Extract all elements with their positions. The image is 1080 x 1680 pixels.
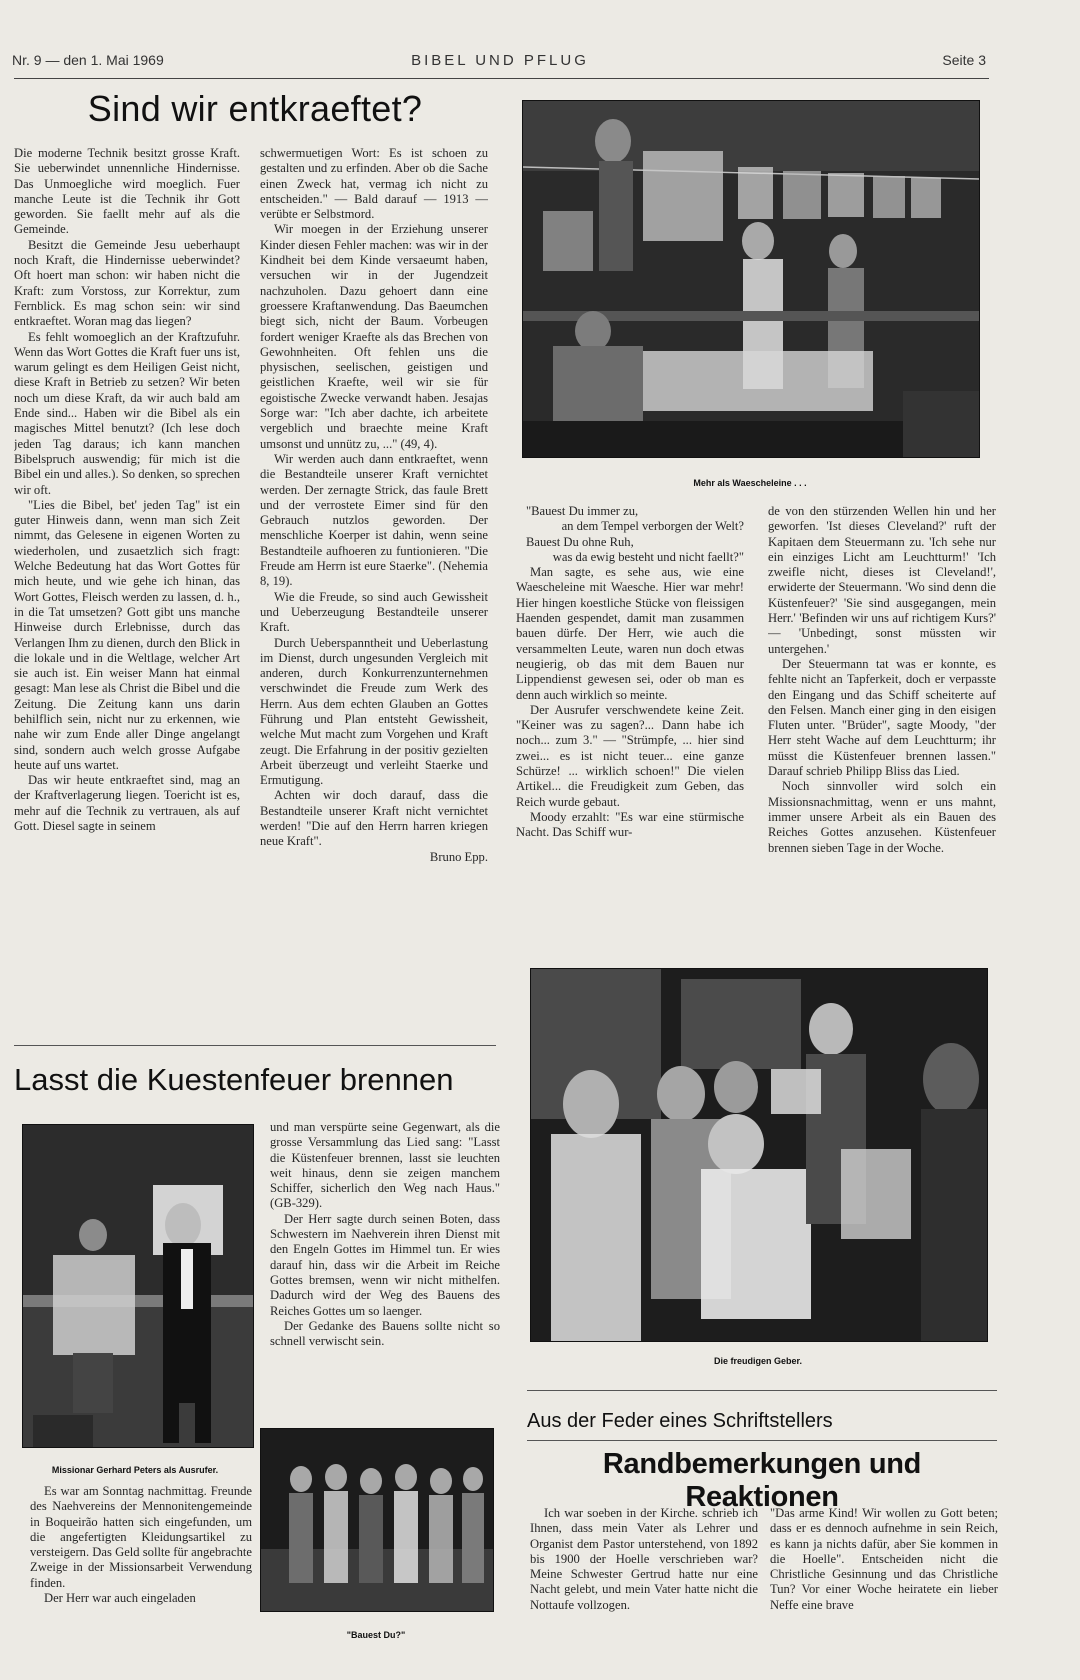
paragraph: Besitzt die Gemeinde Jesu ueberhaupt noch Kraft, die Hindernisse ueberwindet? Oft hoert man schon: wir haben nicht die Kraft: zum Vorstoss, zur Korrektur, zum Fernblick. Es mag schon sein: wir sind entkraeftet. Woran mag das liegen? bbox=[14, 237, 240, 329]
article2-column-2 bbox=[270, 1120, 500, 1416]
photo-missionary-image bbox=[23, 1125, 253, 1447]
paragraph: Wir moegen in der Erziehung unserer Kinder diesen Fehler machen: was wir in der Kindheit bei dem Kinde versaeumt haben, versuchen wir in der Jugendzeit nachzuholen. Dazu gehoert dann eine groessere Kraftanwendung. Das Baeumchen biegt sich, nicht der Baum. Vorbeugen fordert weniger Kraefte als das Brechen von Gewohnheiten. Oft fehlen uns die physischen, seelischen, geistigen und geistlichen Kraefte, weil wir sie für egoistische Zwecke verwandt haben. Jesajas Sorge war: "Ich aber dachte, ich arbeitete vergeblich und braechte meine Kraft umsonst und unnütz zu, ..." (49, 4). bbox=[260, 222, 488, 451]
photo-bauest-du bbox=[260, 1428, 494, 1612]
article2-column-1 bbox=[30, 1484, 252, 1664]
section-divider bbox=[14, 1045, 496, 1046]
photo-clothesline-image bbox=[523, 101, 979, 457]
article-title-entkraeftet: Sind wir entkraeftet? bbox=[87, 88, 423, 129]
article3-column-2 bbox=[770, 1506, 998, 1672]
paragraph: schwermuetigen Wort: Es ist schoen zu gestalten und zu erfinden. Aber ob die Sache einen Zweck hat, vermag ich nicht zu entscheiden." — Bald darauf — 1913 — verübte er Selbstmord. bbox=[260, 146, 488, 222]
photo-caption: Missionar Gerhard Peters als Ausrufer. bbox=[51, 1465, 219, 1475]
paragraph: Es war am Sonntag nachmittag. Freunde des Naehvereins der Mennonitengemeinde in Boqueirão hatten sich eingefunden, um die angefertigten Kleidungsartikel zu versteigern. Das Geld sollte für angebrachte Zweige in der Missionsarbeit Verwendung finden. bbox=[30, 1484, 252, 1590]
article-title-kuestenfeuer: Lasst die Kuestenfeuer brennen bbox=[14, 1062, 454, 1097]
paragraph: Achten wir doch darauf, dass die Bestandteile unserer Kraft nicht vernichtet werden! "Die auf den Herrn harren kriegen neue Kraft". bbox=[260, 788, 488, 849]
poem-line: was da ewig besteht und nicht faellt?" bbox=[552, 549, 744, 564]
paragraph: Man sagte, es sehe aus, wie eine Waescheleine mit Waesche. Hier war mehr! Hier hingen koestliche Stücke von fleissigen Haenden gespendet, damit man zusammen bauen dürfe. Der Herr, wie auch die versammelten Leute, waren nun doch etwas neugierig, ob das mit dem Bauen nur Lippendienst gewesen sei, oder ob man es denn auch wirklich so meinte. bbox=[516, 565, 744, 702]
paragraph: "Lies die Bibel, bet' jeden Tag" ist ein guter Hinweis dann, wenn man sich Zeit nimmt, das Gelesene in eigenen Worten zu wiederholen, und zusaetzlich sich fragt: Welche Bedeutung hat das Wort Gottes für mich heute, und wie gehe ich hinan, das Wort Gottes, Fleisch werden zu lassen, d. h., in die Tat umsetzen? Gott gibt uns manche Hinweise durch Erlebnisse, durch das Verlangen Ihm zu dienen, durch den Blick in die lokale und in die Weltlage, welcher Art sie auch ist. Ein weiser Mann hat einmal gesagt: Man lese als Christ die Bibel und die Zeitung. Die Zeitung kann uns darin behilflich sein, nicht nur zu erkennen, wie nahe wir zum Ende aller Dinge angelangt sind, sondern auch welch grosse Aufgabe heute auf uns wartet. bbox=[14, 497, 240, 772]
paragraph: Wir werden auch dann entkraeftet, wenn die Bestandteile unserer Kraft vernichtet werden. Der zernagte Strick, das faule Brett und der verrostete Eimer sind für den Gebrauch nutzlos geworden. Der menschliche Koerper ist dahin, wenn seine Bestandteile aufhoeren zu funtionieren. "Die Freude am Herrn ist eure Staerke". (Nehemia 8, 19). bbox=[260, 451, 488, 589]
article-title-randbemerkungen: Randbemerkungen und Reaktionen bbox=[602, 1448, 922, 1513]
paragraph: Der Steuermann tat was er konnte, es fehlte nicht an Tapferkeit, doch er verpasste den Eingang und das Schiff scheiterte auf den Felsen. Manch einer ging in den eisigen Fluten unter. "Brüder", sagte Moody, "der Herr steht Wache auf dem Leuchtturm; ihr müsst die Küstenfeuer brennen lassen." Darauf schrieb Philipp Bliss das Lied. bbox=[768, 656, 996, 779]
paragraph: de von den stürzenden Wellen hin und her geworfen. 'Ist dieses Cleveland?' ruft der Kapitaen dem Steuermann zu. 'Ich sehe nur ein einziges Licht am Leuchtturm!' 'Ich zweifle nicht, dieses ist Cleveland!', erwiderte der Steuermann. 'Wo sind denn die Küstenfeuer?' 'Sie sind ausgegangen, mein Herr.' 'Befinden wir uns auf richtigem Kurs?' — 'Unbedingt, sonst müssten wir untergehen.' bbox=[768, 504, 996, 656]
paragraph: und man verspürte seine Gegenwart, als die grosse Versammlung das Lied sang: "Lasst die Küstenfeuer brennen, lasst sie leuchten weit hinaus, denn sie zeigen manchem Schiffer, sicherlich den Weg nach Haus." (GB-329). bbox=[270, 1120, 500, 1211]
photo-clothesline bbox=[522, 100, 980, 458]
section-divider bbox=[527, 1440, 997, 1441]
paragraph: Moody erzahlt: "Es war eine stürmische Nacht. Das Schiff wur- bbox=[516, 809, 744, 840]
paragraph: Der Gedanke des Bauens sollte nicht so schnell verwischt sein. bbox=[270, 1318, 500, 1349]
poem-line: an dem Tempel verborgen der Welt? bbox=[561, 519, 744, 534]
paragraph: Es fehlt womoeglich an der Kraftzufuhr. Wenn das Wort Gottes die Kraft fuer uns ist, warum gelingt es dem Heiligen Geist nicht, diese Kraft in Betrieb zu setzen? Wir beten noch um diese Kraft, da wir auch bald am Ende sind... Haben wir die Bibel als ein magisches Mittel benutzt? (Ich lese doch jeden Tag daraus; ich kann manchen Bibelspruch auswendig; für mich ist die Bibel ein und alles.). So denken, so sprechen wir oft. bbox=[14, 329, 240, 497]
paragraph: "Das arme Kind! Wir wollen zu Gott beten; dass er es dennoch aufnehme in sein Reich, es kann ja nichts dafür, aber Sie kommen in die Hoelle". Entscheiden nicht die Christliche Gesinnung und das Christliche Tun? Vor einer Woche heiratete ein lieber Neffe eine brave bbox=[770, 1506, 998, 1612]
article3-column-1 bbox=[530, 1506, 758, 1672]
paragraph: Der Herr war auch eingeladen bbox=[44, 1591, 196, 1606]
photo-caption: "Bauest Du?" bbox=[346, 1630, 406, 1640]
photo-caption: Mehr als Waescheleine . . . bbox=[693, 478, 807, 488]
photo-joyful-givers bbox=[530, 968, 988, 1342]
middle-column-2 bbox=[768, 504, 996, 954]
article1-column-2 bbox=[260, 146, 488, 1026]
paragraph: Der Ausrufer verschwendete keine Zeit. "Keiner was zu sagen?... Dann habe ich noch... zum 3." — "Strümpfe, ... hier sind zwei... es ist nicht teuer... eine ganze Schürze! ... wirklich schoen!" Die vielen Artikel... die Freudigkeit zum Geben, das Reich wurde gebaut. bbox=[516, 702, 744, 809]
masthead: BIBEL UND PFLUG bbox=[411, 52, 589, 69]
header-rule bbox=[14, 78, 989, 79]
author-signature: Bruno Epp. bbox=[429, 849, 488, 864]
paragraph: Der Herr sagte durch seinen Boten, dass Schwestern im Naehverein ihren Dienst mit den Engeln Gottes im Himmel tun. Er wies darauf hin, dass wir die Arbeit im Reiche Gottes bremsen, wenn wir nicht mithelfen. Dadurch wird der Weg des Bauens des Reiches Gottes um so laenger. bbox=[270, 1211, 500, 1318]
paragraph: Wie die Freude, so sind auch Gewissheit und Ueberzeugung Bestandteile unserer Kraft. bbox=[260, 589, 488, 635]
photo-bauest-du-image bbox=[261, 1429, 493, 1611]
page-number: Seite 3 bbox=[942, 52, 986, 68]
poem-line: Bauest Du ohne Ruh, bbox=[526, 534, 634, 549]
issue-date: Nr. 9 — den 1. Mai 1969 bbox=[12, 52, 164, 68]
photo-missionary-auctioneer bbox=[22, 1124, 254, 1448]
middle-column-1 bbox=[516, 504, 744, 954]
paragraph: Die moderne Technik besitzt grosse Kraft. Sie ueberwindet unnennliche Hindernisse. Das Unmoegliche wird moeglich. Fuer manche Leute ist die Technik ihr Gott geworden. Sie faellt mehr auf als die Gemeinde. bbox=[14, 146, 240, 237]
article1-column-1 bbox=[14, 146, 240, 1026]
photo-caption: Die freudigen Geber. bbox=[713, 1356, 803, 1366]
paragraph: Durch Ueberspanntheit und Ueberlastung im Dienst, durch ungesunden Vergleich mit anderen, durch Konkurrenzunternehmen verschwindet die Freude zum Werk des Herrn. Aus dem echten Glauben an Gottes Führung und Plan entsteht Gewissheit, welche Mut macht zum Vorgehen und Kraft zeugt. Die Erfahrung in der positiv gezielten Arbeit überzeugt und verleiht Staerke und Ermutigung. bbox=[260, 635, 488, 788]
paragraph: Noch sinnvoller wird solch ein Missionsnachmittag, wenn er uns mahnt, immer unsere Arbeit als ein Bauen des Reiches Gottes anzusehen. Küstenfeuer brennen sieben Tage in der Woche. bbox=[768, 779, 996, 855]
article-kicker: Aus der Feder eines Schriftstellers bbox=[527, 1410, 833, 1432]
poem-line: "Bauest Du immer zu, bbox=[526, 504, 639, 518]
paragraph: Ich war soeben in der Kirche. schrieb ich Ihnen, dass mein Vater als Lehrer und Organist dem Pastor unterstehend, von 1892 bis 1900 der Hoelle verschrieben war? Meine Schwester Gertrud hatte nur eine Nacht gelebt, und mein Vater hatte nicht die Nottaufe vollzogen. bbox=[530, 1506, 758, 1612]
section-divider bbox=[527, 1390, 997, 1391]
paragraph: Das wir heute entkraeftet sind, mag an der Kraftverlagerung liegen. Toericht ist es, mehr auf die Technik zu vertrauen, als auf Gott. Diesel sagte in seinem bbox=[14, 773, 240, 834]
photo-joyful-givers-image bbox=[531, 969, 987, 1341]
